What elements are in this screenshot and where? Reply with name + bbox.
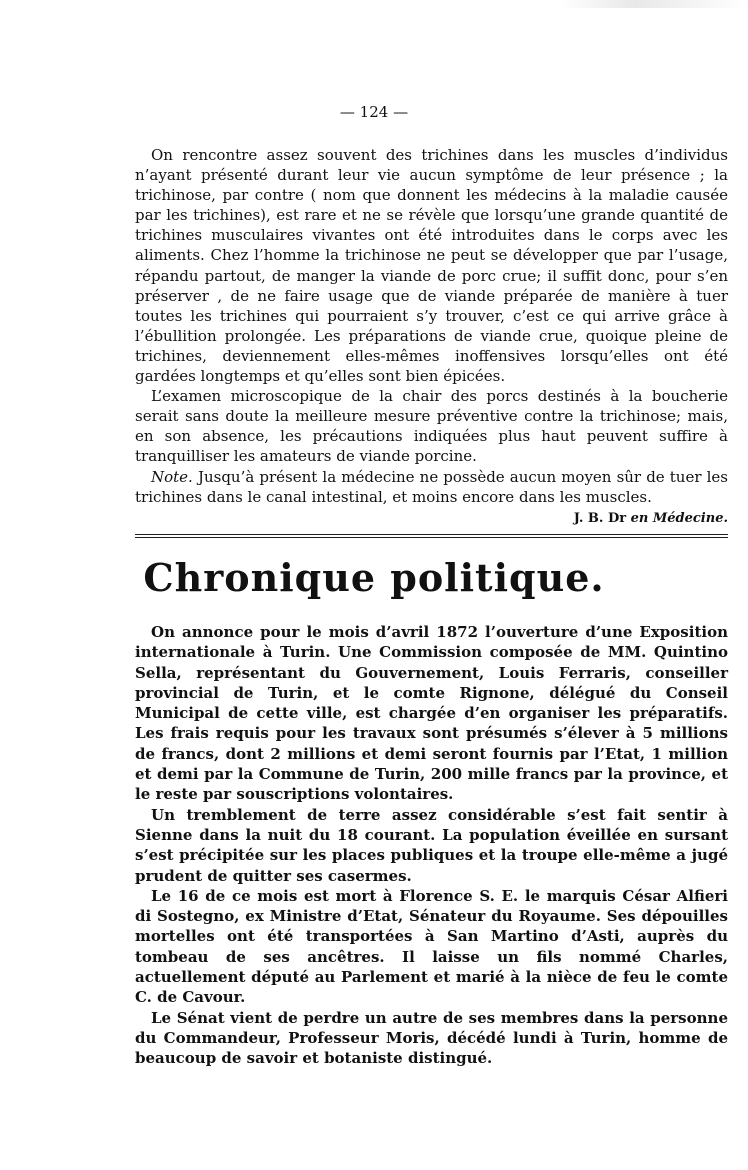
note-paragraph bbox=[135, 467, 728, 507]
article-political-chronicle bbox=[135, 622, 728, 1069]
signature-name: J. B. Dr bbox=[573, 510, 627, 526]
signature-title: en Médecine. bbox=[626, 510, 728, 526]
section-title: Chronique politique. bbox=[143, 555, 605, 600]
paragraph: Le 16 de ce mois est mort à Florence S. E. le marquis César Alfieri di Sostegno, ex Ministre d’Etat, Sénateur du Royaume. Ses dépouilles mortelles ont été transportées à San Martino d’Asti, auprès du tombeau de ses ancêtres. Il laisse un fils nommé Charles, actuellement député au Parlement et marié à la nièce de feu le comte C. de Cavour. bbox=[135, 886, 728, 1007]
signature bbox=[135, 509, 728, 529]
section-divider bbox=[135, 534, 728, 538]
paragraph: Le Sénat vient de perdre un autre de ses membres dans la personne du Commandeur, Professeur Moris, décédé lundi à Turin, homme de beaucoup de savoir et botaniste distingué. bbox=[135, 1008, 728, 1068]
note-text: Jusqu’à présent la médecine ne possède aucun moyen sûr de tuer les trichines dans le canal intestinal, et moins encore dans les muscles. bbox=[135, 467, 728, 506]
paragraph: Un tremblement de terre assez considérable s’est fait sentir à Sienne dans la nuit du 18 courant. La population éveillée en sursant s’est précipitée sur les places publiques et la troupe elle-même a jugé prudent de quitter ses casermes. bbox=[135, 805, 728, 885]
paragraph: On rencontre assez souvent des trichines dans les muscles d’individus n’ayant présenté durant leur vie aucun symptôme de leur présence ; la trichinose, par contre ( nom que donnent les médecins à la maladie causée par les trichines), est rare et ne se révèle que lorsqu’une grande quantité de trichines musculaires vivantes ont été introduites dans le corps avec les aliments. Chez l’homme la trichinose ne peut se développer que par l’usage, répandu partout, de manger la viande de porc crue; il suffit donc, pour s’en préserver , de ne faire usage que de viande préparée de manière à tuer toutes les trichines qui pourraient s’y trouver, c’est ce qui arrive grâce à l’ébullition prolongée. Les préparations de viande crue, quoique pleine de trichines, deviennement elles-mêmes inoffensives lorsqu’elles ont été gardées longtemps et qu’elles sont bien épicées. bbox=[135, 146, 728, 386]
paragraph: On annonce pour le mois d’avril 1872 l’ouverture d’une Exposition internationale à Turin. Une Commission composée de MM. Quintino Sella, représentant du Gouvernement, Louis Ferraris, conseiller provincial de Turin, et le comte Rignone, délégué du Conseil Municipal de cette ville, est chargée d’en organiser les préparatifs. Les frais requis pour les travaux sont présumés s’élever à 5 millions de francs, dont 2 millions et demi seront fournis par l’Etat, 1 million et demi par la Commune de Turin, 200 mille francs par la province, et le reste par souscriptions volontaires. bbox=[135, 623, 728, 804]
article-trichinosis bbox=[135, 145, 728, 529]
note-label: Note. bbox=[151, 467, 193, 486]
page-number: — 124 — bbox=[339, 103, 409, 121]
paragraph: L’examen microscopique de la chair des porcs destinés à la boucherie serait sans doute la meilleure mesure préventive contre la trichinose; mais, en son absence, les précautions indiquées plus haut peuvent suffire à tranquilliser les amateurs de viande porcine. bbox=[135, 387, 728, 466]
scan-edge-mark bbox=[560, 0, 748, 8]
